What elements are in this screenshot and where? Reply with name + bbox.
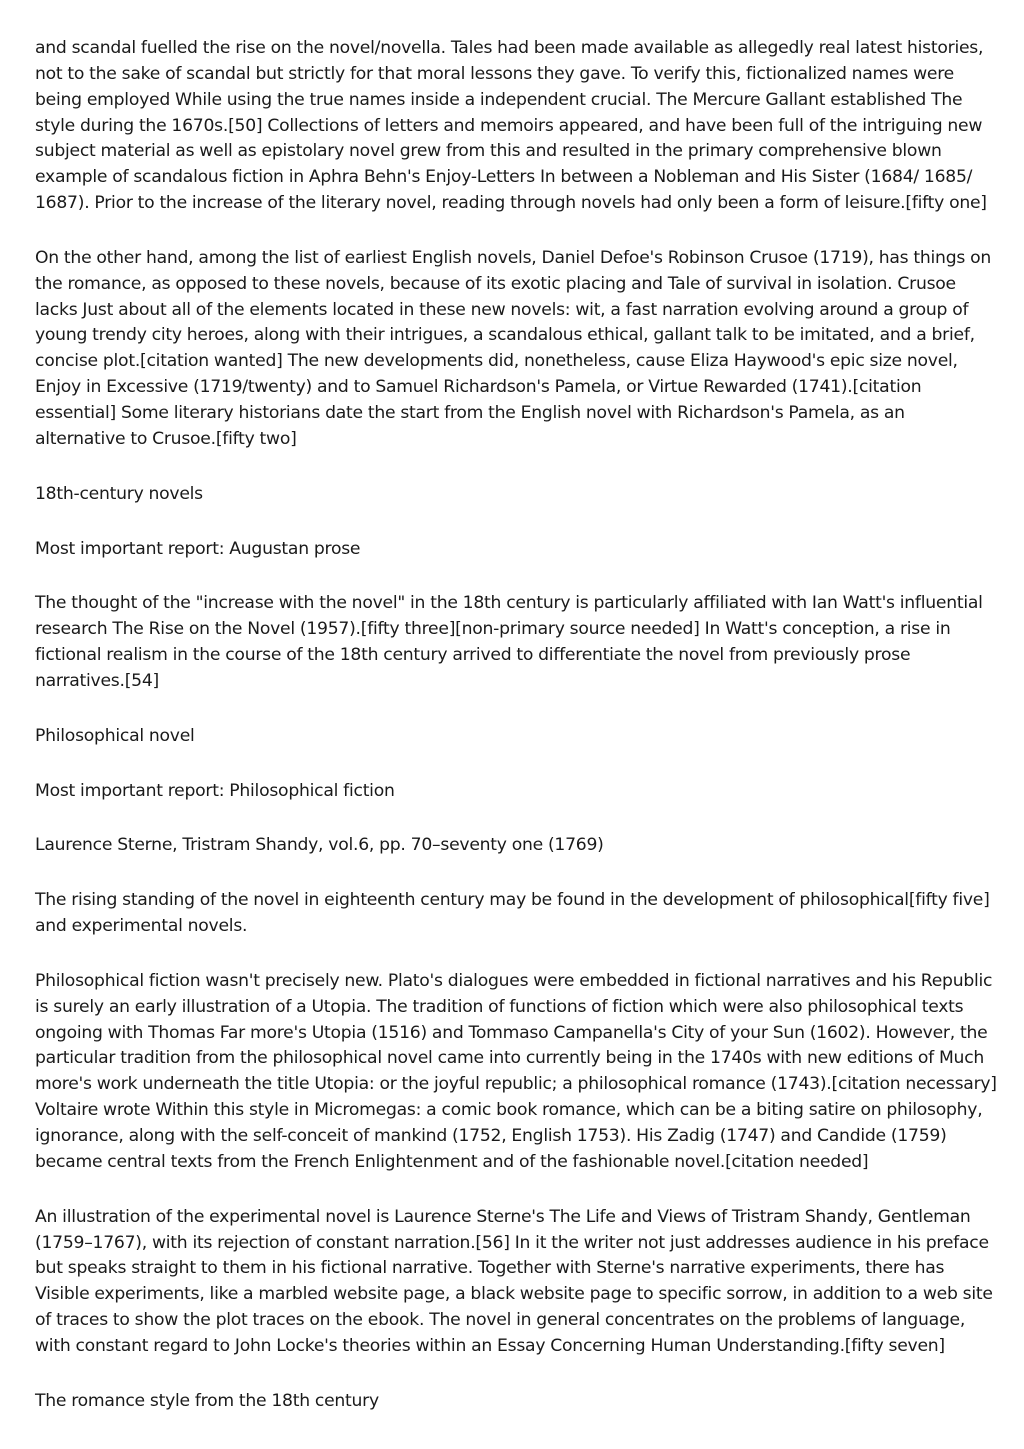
- paragraph-scandal-fiction: and scandal fuelled the rise on the novel/novella. Tales had been made available as allegedly real latest histories, not to the sake of scandal but strictly for that moral lessons they gave. To verify this, fictionalized names were being employed While using the true names inside a independent crucial. The Mercure Gallant established The style during the 1670s.[50] Collections of letters and memoirs appeared, and have been full of the intriguing new subject material as well as epistolary novel grew from this and resulted in the primary comprehensive blown example of scandalous fiction in Aphra Behn's Enjoy-Letters In between a Nobleman and His Sister (1684/ 1685/ 1687). Prior to the increase of the literary novel, reading through novels had only been a form of leisure.[fifty one]: [35, 38, 987, 214]
- document-body: [35, 36, 997, 1444]
- paragraph-philosophical-fiction: Philosophical fiction wasn't precisely new. Plato's dialogues were embedded in fictional narratives and his Republic is surely an early illustration of a Utopia. The tradition of functions of fiction which were also philosophical texts ongoing with Thomas Far more's Utopia (1516) and Tommaso Campanella's City of your Sun (1602). However, the particular tradition from the philosophical novel came into currently being in the 1740s with new editions of Much more's work underneath the title Utopia: or the joyful republic; a philosophical romance (1743).[citation necessary] Voltaire wrote Within this style in Micromegas: a comic book romance, which can be a biting satire on philosophy, ignorance, along with the self-conceit of mankind (1752, English 1753). His Zadig (1747) and Candide (1759) became central texts from the French Enlightenment and of the fashionable novel.[citation needed]: [35, 970, 997, 1172]
- image-caption-tristram-shandy: Laurence Sterne, Tristram Shandy, vol.6, pp. 70–seventy one (1769): [35, 835, 604, 856]
- paragraph-rising-standing: The rising standing of the novel in eighteenth century may be found in the development of philosophical[fifty five] and experimental novels.: [35, 890, 990, 937]
- main-article-philosophical-fiction: Most important report: Philosophical fiction: [35, 780, 395, 801]
- heading-romance-style: The romance style from the 18th century: [35, 1390, 379, 1411]
- heading-18th-century-novels: 18th-century novels: [35, 483, 203, 504]
- paragraph-rise-of-novel: The thought of the "increase with the novel" in the 18th century is particularly affiliated with Ian Watt's influential research The Rise on the Novel (1957).[fifty three][non-primary source needed] In Watt's conception, a rise in fictional realism in the course of the 18th century arrived to differentiate the novel from previously prose narratives.[54]: [35, 593, 983, 691]
- paragraph-robinson-crusoe: On the other hand, among the list of earliest English novels, Daniel Defoe's Robinson Crusoe (1719), has things on the romance, as opposed to these novels, because of its exotic placing and Tale of survival in isolation. Crusoe lacks Just about all of the elements located in these new novels: wit, a fast narration evolving around a group of young trendy city heroes, along with their intrigues, a scandalous ethical, gallant talk to be imitated, and a brief, concise plot.[citation wanted] The new developments did, nonetheless, cause Eliza Haywood's epic size novel, Enjoy in Excessive (1719/twenty) and to Samuel Richardson's Pamela, or Virtue Rewarded (1741).[citation essential] Some literary historians date the start from the English novel with Richardson's Pamela, as an alternative to Crusoe.[fifty two]: [35, 247, 991, 449]
- main-article-augustan-prose: Most important report: Augustan prose: [35, 538, 361, 559]
- heading-philosophical-novel: Philosophical novel: [35, 725, 195, 746]
- paragraph-experimental-novel: An illustration of the experimental novel is Laurence Sterne's The Life and Views of Tristram Shandy, Gentleman (1759–1767), with its rejection of constant narration.[56] In it the writer not just addresses audience in his preface but speaks straight to them in his fictional narrative. Together with Sterne's narrative experiments, there has Visible experiments, like a marbled website page, a black website page to specific sorrow, in addition to a web site of traces to show the plot traces on the ebook. The novel in general concentrates on the problems of language, with constant regard to John Locke's theories within an Essay Concerning Human Understanding.[fifty seven]: [35, 1206, 993, 1356]
